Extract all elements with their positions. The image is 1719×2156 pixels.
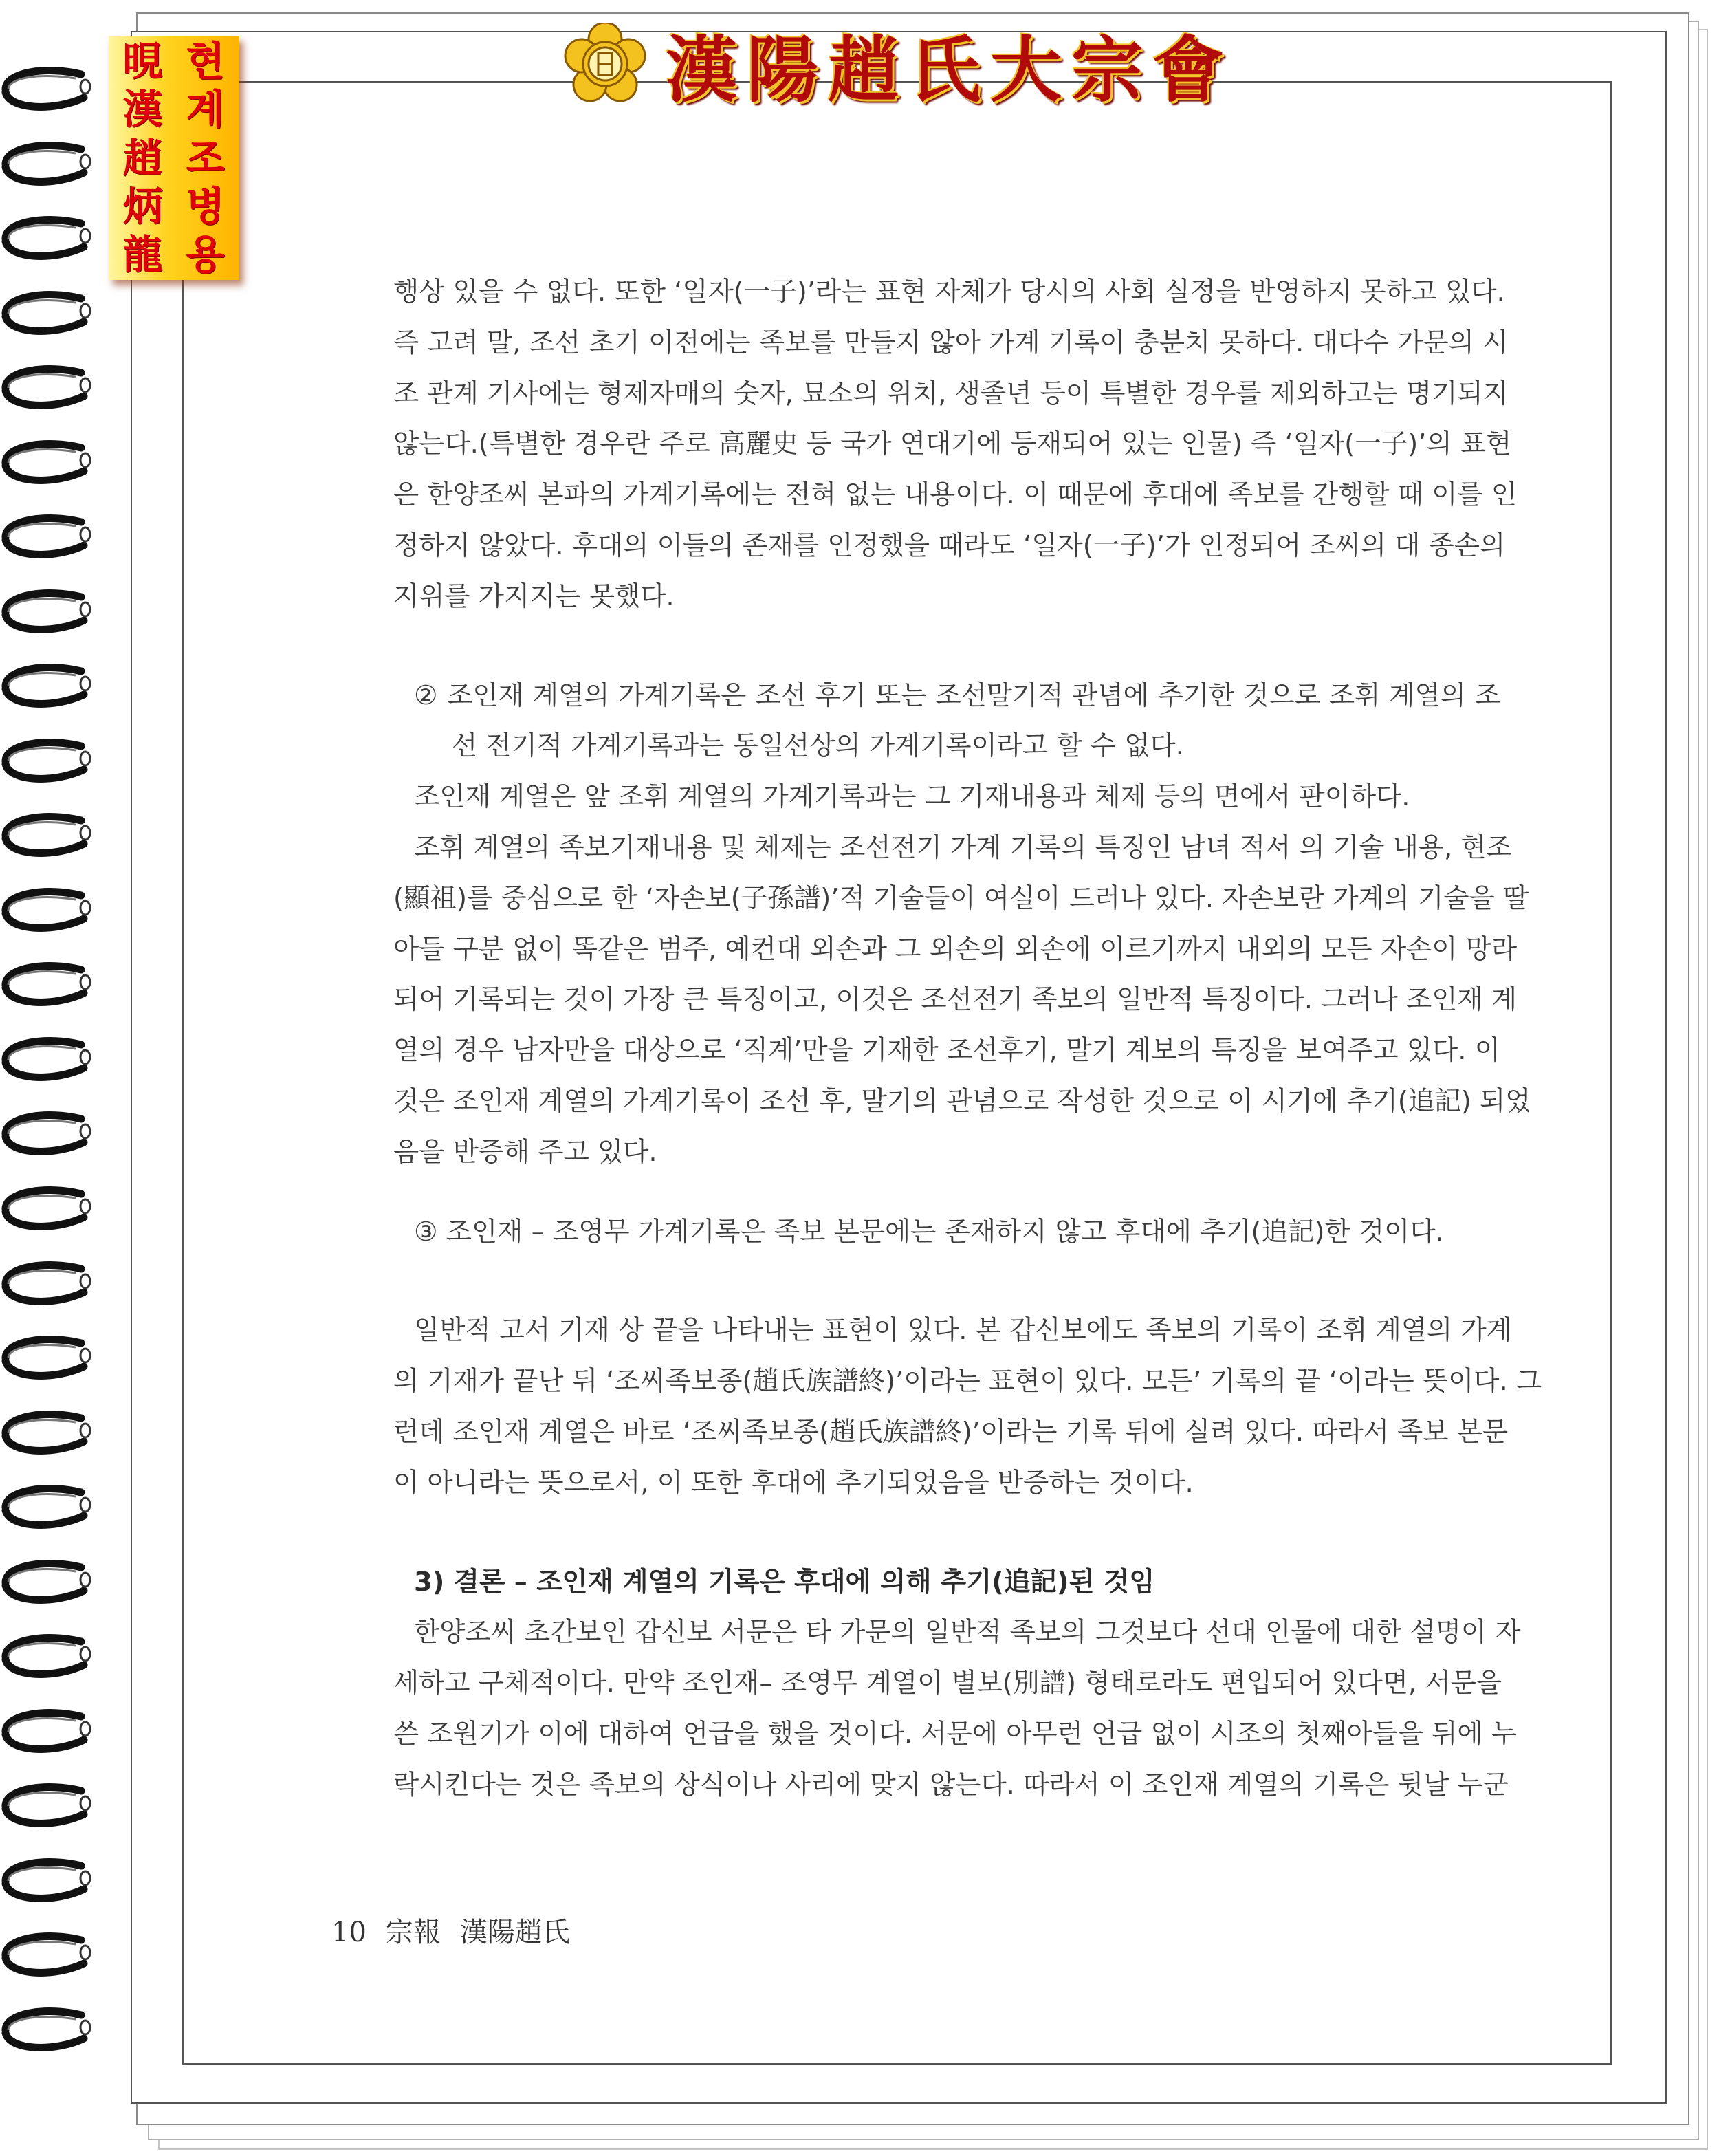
spiral-ring-icon (0, 1480, 93, 1534)
text-line: 열의 경우 남자만을 대상으로 ‘직계’만을 기재한 조선후기, 말기 계보의 특징을 보여주고 있다. 이 (393, 1035, 1500, 1067)
spiral-ring-icon (0, 1032, 93, 1086)
text-line: 3) 결론 – 조인재 계열의 기록은 후대에 의해 추기(追記)된 것임 (414, 1566, 1155, 1598)
spiral-ring-icon (0, 1778, 93, 1832)
seal-char: 병 (186, 182, 225, 230)
organization-name: 漢陽趙氏 (459, 1917, 570, 1948)
spiral-ring-icon (0, 1928, 93, 1981)
text-line: ③ 조인재 – 조영무 가계기록은 족보 본문에는 존재하지 않고 후대에 추기(追記)한 것이다. (414, 1216, 1444, 1248)
text-line: 조인재 계열은 앞 조휘 계열의 가계기록과는 그 기재내용과 체제 등의 면에서 판이하다. (414, 781, 1410, 813)
seal-char: 계 (186, 86, 225, 133)
seal-char: 趙 (122, 134, 163, 182)
seal-char: 晛 (122, 38, 163, 85)
paragraph-4 (393, 1607, 1521, 1810)
spiral-ring-icon (0, 957, 93, 1011)
flower-emblem-icon (564, 23, 646, 105)
paragraph-gap (393, 622, 1500, 671)
seal-char: 漢 (122, 86, 163, 133)
text-line: 정하지 않았다. 후대의 이들의 존재를 인정했을 때라도 ‘일자(一子)’가 인정되어 조씨의 대 종손의 (393, 530, 1506, 561)
spiral-ring-icon (0, 883, 93, 937)
spiral-ring-icon (0, 62, 93, 116)
spiral-ring-icon (0, 1256, 93, 1310)
seal-char: 용 (186, 231, 225, 278)
spiral-ring-icon (0, 1629, 93, 1683)
text-line: 것은 조인재 계열의 가계기록이 조선 후, 말기의 관념으로 작성한 것으로 이 시기에 추기(追記) 되었 (393, 1085, 1531, 1117)
text-line: 지위를 가지지는 못했다. (393, 580, 675, 612)
paragraph-gap (393, 1257, 1500, 1305)
page-title: 漢陽趙氏大宗會 (666, 28, 1234, 112)
spiral-ring-icon (0, 1331, 93, 1384)
spiral-ring-icon (0, 659, 93, 712)
spiral-ring-icon (0, 510, 93, 563)
seal-char: 龍 (122, 231, 163, 278)
paragraph-gap (393, 1178, 1500, 1207)
text-line: 조 관계 기사에는 형제자매의 숫자, 묘소의 위치, 생졸년 등이 특별한 경우를 제외하고는 명기되지 (393, 378, 1509, 409)
spiral-ring-icon (0, 2003, 93, 2056)
spiral-ring-icon (0, 585, 93, 638)
section-heading-conclusion (393, 1557, 1500, 1608)
text-line: 세하고 구체적이다. 만약 조인재– 조영무 계열이 별보(別譜) 형태로라도 편입되어 있다면, 서문을 (393, 1668, 1502, 1699)
seal-column-hanja (113, 38, 173, 278)
publication-name: 宗報 (385, 1917, 441, 1948)
paragraph-3 (393, 1305, 1542, 1508)
spiral-ring-icon (0, 1182, 93, 1235)
paragraph-2 (393, 772, 1531, 1177)
spiral-ring-icon (0, 211, 93, 265)
spiral-ring-icon (0, 435, 93, 489)
spiral-ring-icon (0, 137, 93, 190)
page-header (564, 19, 1234, 112)
section-heading-3 (393, 1207, 1500, 1258)
spiral-ring-icon (0, 1853, 93, 1907)
text-line: 쓴 조원기가 이에 대하여 언급을 했을 것이다. 서문에 아무런 언급 없이 시조의 첫째아들을 뒤에 누 (393, 1718, 1518, 1750)
article-body (393, 267, 1542, 1811)
page-footer (331, 1910, 589, 1950)
text-line: 되어 기록되는 것이 가장 큰 특징이고, 이것은 조선전기 족보의 일반적 특징이다. 그러나 조인재 계 (393, 984, 1518, 1016)
text-line: 조휘 계열의 족보기재내용 및 체제는 조선전기 가계 기록의 특징인 남녀 적서 의 기술 내용, 현조 (414, 831, 1512, 863)
text-line: 일반적 고서 기재 상 끝을 나타내는 표현이 있다. 본 갑신보에도 족보의 기록이 조휘 계열의 가계 (414, 1315, 1512, 1347)
spiral-ring-icon (0, 360, 93, 414)
paragraph-1 (393, 267, 1518, 622)
spiral-ring-icon (0, 286, 93, 340)
text-line: 런데 조인재 계열은 바로 ‘조씨족보종(趙氏族譜終)’이라는 기록 뒤에 실려 있다. 따라서 족보 본문 (393, 1416, 1509, 1448)
spiral-ring-icon (0, 1704, 93, 1758)
spiral-ring-icon (0, 808, 93, 862)
text-line: 은 한양조씨 본파의 가계기록에는 전혀 없는 내용이다. 이 때문에 후대에 족보를 간행할 때 이를 인 (393, 479, 1518, 511)
text-line: (顯祖)를 중심으로 한 ‘자손보(子孫譜)’적 기술들이 여실이 드러나 있다. 자손보란 가계의 기술을 딸 (393, 882, 1529, 914)
text-line: 한양조씨 초간보인 갑신보 서문은 타 가문의 일반적 족보의 그것보다 선대 인물에 대한 설명이 자 (414, 1617, 1521, 1648)
section-heading-2 (393, 671, 1500, 772)
page-number: 10 (331, 1917, 366, 1948)
text-line: 아들 구분 없이 똑같은 범주, 예컨대 외손과 그 외손의 외손에 이르기까지 내외의 모든 자손이 망라 (393, 933, 1518, 965)
spiral-ring-icon (0, 734, 93, 787)
spiral-binding (0, 62, 96, 2056)
text-line: 이 아니라는 뜻으로서, 이 또한 후대에 추기되었음을 반증하는 것이다. (393, 1467, 1194, 1499)
seal-char: 조 (186, 134, 225, 182)
text-line: 않는다.(특별한 경우란 주로 高麗史 등 국가 연대기에 등재되어 있는 인물) 즉 ‘일자(一子)’의 표현 (393, 428, 1512, 460)
text-line: ② 조인재 계열의 가계기록은 조선 후기 또는 조선말기적 관념에 추기한 것으로 조휘 계열의 조 (414, 679, 1500, 711)
spiral-ring-icon (0, 1555, 93, 1609)
spiral-ring-icon (0, 1107, 93, 1160)
name-seal-logo (109, 36, 239, 280)
text-line: 의 기재가 끝난 뒤 ‘조씨족보종(趙氏族譜終)’이라는 표현이 있다. 모든’ 기록의 끝 ‘이라는 뜻이다. 그 (393, 1366, 1542, 1397)
text-line: 선 전기적 가계기록과는 동일선상의 가계기록이라고 할 수 없다. (452, 730, 1184, 762)
paragraph-gap (393, 1509, 1500, 1557)
text-line: 락시킨다는 것은 족보의 상식이나 사리에 맞지 않는다. 따라서 이 조인재 계열의 기록은 뒷날 누군 (393, 1769, 1509, 1800)
text-line: 행상 있을 수 없다. 또한 ‘일자(一子)’라는 표현 자체가 당시의 사회 실정을 반영하지 못하고 있다. (393, 276, 1505, 307)
seal-char: 炳 (122, 182, 163, 230)
text-line: 즉 고려 말, 조선 초기 이전에는 족보를 만들지 않아 가계 기록이 충분치 못하다. 대다수 가문의 시 (393, 327, 1509, 358)
seal-column-hangul (175, 38, 235, 278)
spiral-ring-icon (0, 1406, 93, 1459)
text-line: 음을 반증해 주고 있다. (393, 1136, 657, 1168)
seal-char: 현 (186, 38, 225, 85)
